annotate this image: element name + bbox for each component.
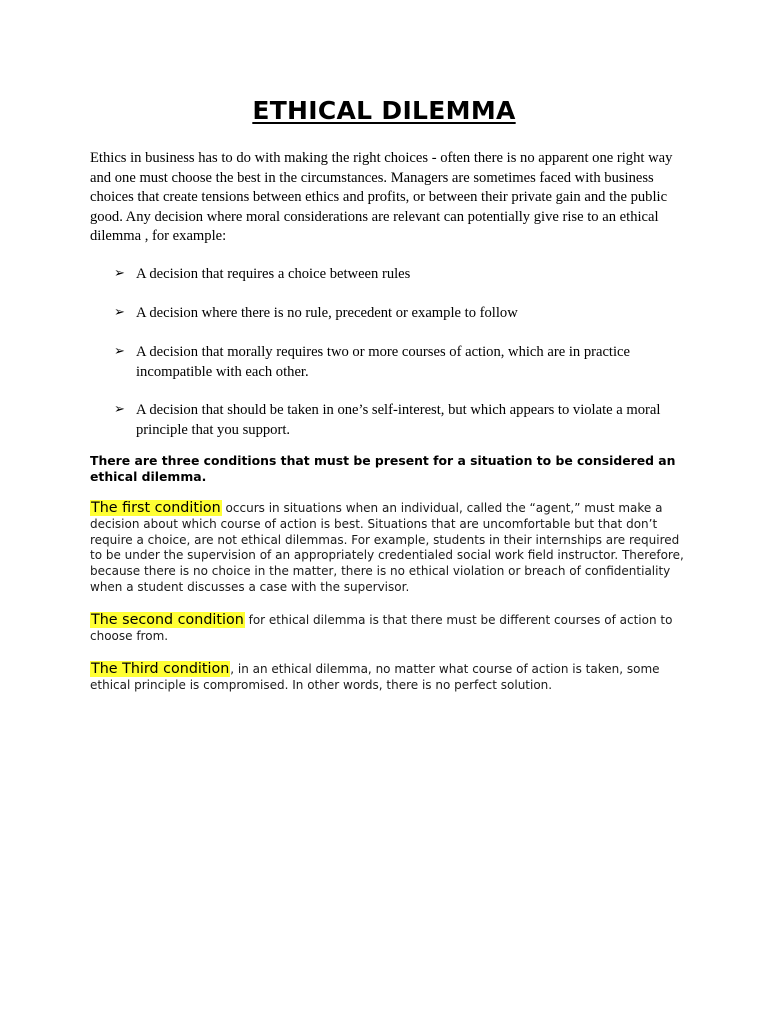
second-condition-label: The second condition bbox=[91, 612, 244, 628]
third-condition-paragraph bbox=[90, 662, 690, 694]
third-condition-label: The Third condition bbox=[91, 661, 230, 677]
second-condition-paragraph bbox=[90, 613, 690, 645]
list-item-text: A decision that morally requires two or more courses of action, which are in practice incompatible with each other. bbox=[136, 344, 630, 380]
list-item-text: A decision that requires a choice between rules bbox=[136, 266, 411, 282]
document-title: ETHICAL DILEMMA bbox=[252, 96, 516, 125]
third-condition-text: , in an ethical dilemma, no matter what course of action is taken, some ethical principle is compromised. In other words, there is no perfect solution. bbox=[90, 662, 660, 692]
list-item-text: A decision where there is no rule, precedent or example to follow bbox=[136, 305, 518, 321]
list-item-text: A decision that should be taken in one’s self-interest, but which appears to violate a moral principle that you support. bbox=[136, 402, 661, 438]
first-condition-text: occurs in situations when an individual, called the “agent,” must make a decision about which course of action is best. Situations that are uncomfortable but that don’t require a choice, are not ethical dilemmas. For example, students in their internships are required to be under the supervision of an appropriately credentialed social work field instructor. Therefore, because there is no choice in the matter, there is no ethical violation or breach of confidentiality when a student discusses a case with the supervisor. bbox=[90, 501, 684, 594]
arrowhead-bullet-icon: ➢ bbox=[114, 402, 125, 417]
conditions-intro: There are three conditions that must be present for a situation to be considered an ethical dilemma. bbox=[90, 453, 676, 484]
arrowhead-bullet-icon: ➢ bbox=[114, 266, 125, 281]
first-condition-paragraph bbox=[90, 501, 690, 596]
intro-paragraph: Ethics in business has to do with making the right choices - often there is no apparent one right way and one must choose the best in the circumstances. Managers are sometimes faced with business choices that create tensions between ethics and profits, or between their private gain and the public good. Any decision where moral considerations are relevant can potentially give rise to an ethical dilemma , for example: bbox=[90, 150, 673, 245]
arrowhead-bullet-icon: ➢ bbox=[114, 305, 125, 320]
arrowhead-bullet-icon: ➢ bbox=[114, 344, 125, 359]
second-condition-text: for ethical dilemma is that there must be different courses of action to choose from. bbox=[90, 613, 673, 643]
first-condition-label: The first condition bbox=[91, 500, 221, 516]
